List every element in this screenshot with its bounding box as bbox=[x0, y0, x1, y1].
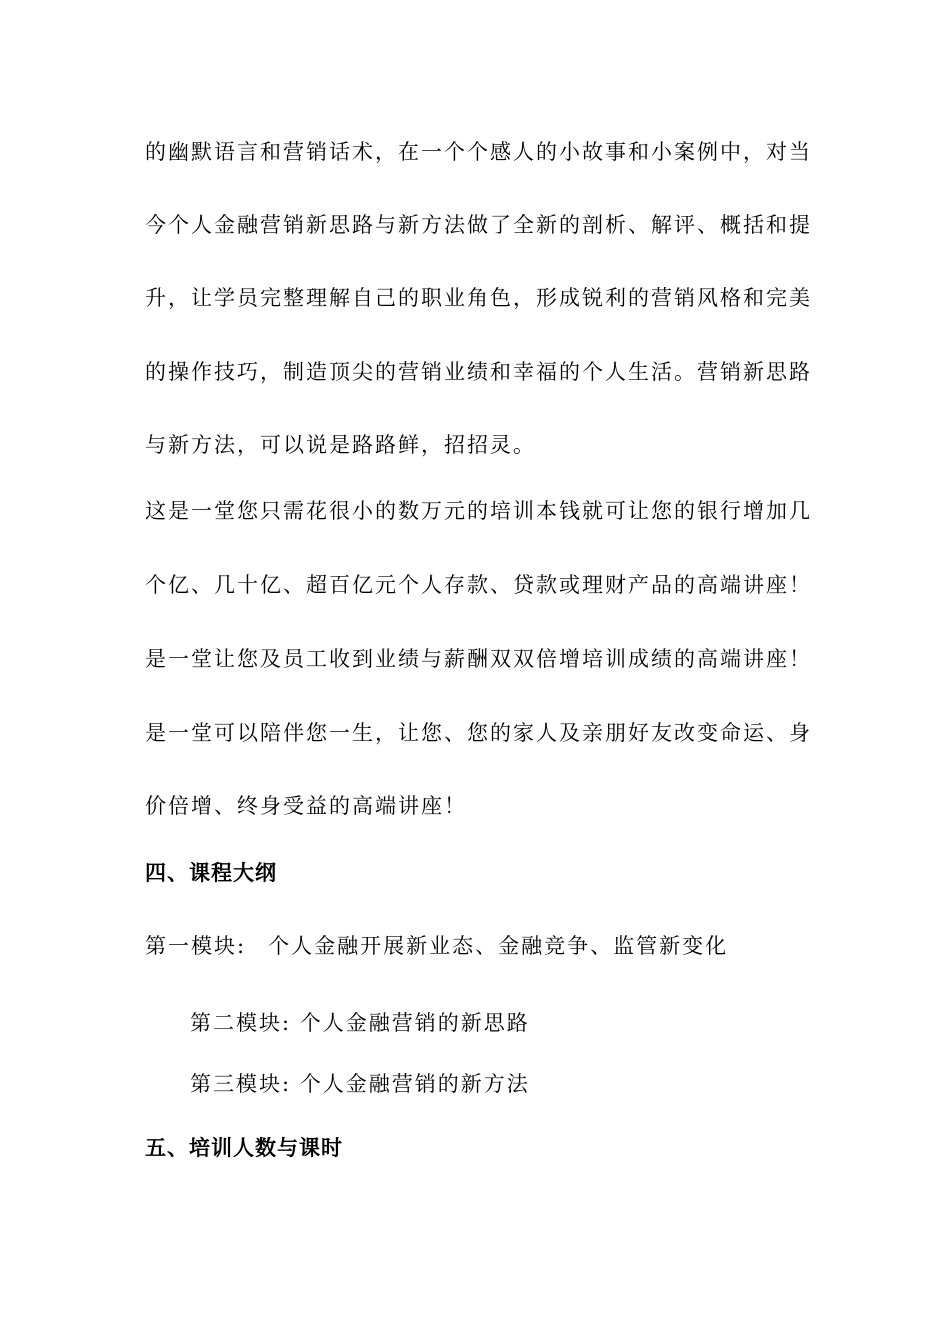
paragraph1-line-1: 的幽默语言和营销话术，在一个个感人的小故事和小案例中，对当 bbox=[145, 140, 812, 164]
module2-line: 第二模块: 个人金融营销的新思路 bbox=[190, 1011, 530, 1035]
module1-line bbox=[145, 932, 728, 960]
paragraph2-line-5: 价倍增、终身受益的高端讲座！ bbox=[145, 794, 467, 818]
paragraph2-line-2: 个亿、几十亿、超百亿元个人存款、贷款或理财产品的高端讲座！ bbox=[145, 573, 812, 597]
section5-heading: 五、培训人数与课时 bbox=[145, 1135, 343, 1160]
module1-text: 个人金融开展新业态、金融竞争、监管新变化 bbox=[268, 934, 729, 958]
paragraph2-line-4: 是一堂可以陪伴您一生，让您、您的家人及亲朋好友改变命运、身 bbox=[145, 721, 812, 745]
paragraph1-line-2: 今个人金融营销新思路与新方法做了全新的剖析、解评、概括和提 bbox=[145, 213, 812, 237]
section4-heading: 四、课程大纲 bbox=[145, 860, 277, 885]
paragraph2-line-1: 这是一堂您只需花很小的数万元的培训本钱就可让您的银行增加几 bbox=[145, 499, 812, 523]
paragraph2-line-3: 是一堂让您及员工收到业绩与薪酬双双倍增培训成绩的高端讲座！ bbox=[145, 647, 812, 671]
paragraph1-line-3: 升，让学员完整理解自己的职业角色，形成锐利的营销风格和完美 bbox=[145, 286, 812, 310]
paragraph1-line-4: 的操作技巧，制造顶尖的营销业绩和幸福的个人生活。营销新思路 bbox=[145, 360, 812, 384]
module3-line: 第三模块: 个人金融营销的新方法 bbox=[190, 1072, 530, 1096]
paragraph1-line-5: 与新方法，可以说是路路鲜，招招灵。 bbox=[145, 433, 536, 457]
module1-label: 第一模块: bbox=[145, 934, 247, 958]
